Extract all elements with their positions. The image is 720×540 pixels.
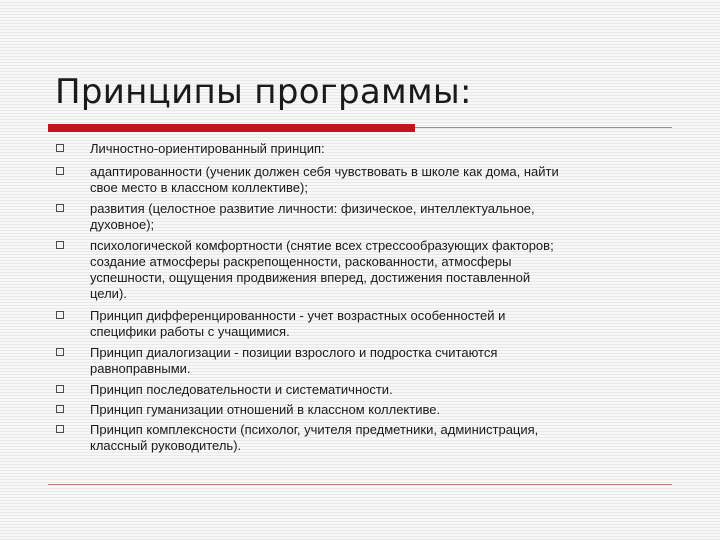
list-item-text: психологической комфортности (снятие всех стрессообразующих факторов; создание атмосферы раскрепощенности, раскованности, атмосферы успешности, ощущения продвижения вперед, достижения поставленной цели). <box>90 238 554 301</box>
square-bullet-icon <box>56 144 64 152</box>
square-bullet-icon <box>56 348 64 356</box>
square-bullet-icon <box>56 311 64 319</box>
square-bullet-icon <box>56 204 64 212</box>
list-item-text: Личностно-ориентированный принцип: <box>90 141 325 156</box>
list-item-text: Принцип диалогизации - позиции взрослого и подростка считаются равноправными. <box>90 345 498 376</box>
footer-divider-line <box>48 484 672 485</box>
square-bullet-icon <box>56 385 64 393</box>
square-bullet-icon <box>56 241 64 249</box>
square-bullet-icon <box>56 425 64 433</box>
list-item-text: Принцип комплексности (психолог, учителя предметники, администрация, классный руководитель). <box>90 422 539 453</box>
list-item-text: развития (целостное развитие личности: физическое, интеллектуальное, духовное); <box>90 201 535 232</box>
square-bullet-icon <box>56 405 64 413</box>
list-item-text: Принцип гуманизации отношений в классном коллективе. <box>90 402 441 417</box>
list-item-text: Принцип последовательности и систематичности. <box>90 382 393 397</box>
title-accent-bar <box>48 124 415 132</box>
list-item-text: адаптированности (ученик должен себя чувствовать в школе как дома, найти свое место в классном коллективе); <box>90 164 559 195</box>
list-item-text: Принцип дифференцированности - учет возрастных особенностей и специфики работы с учащимися. <box>90 308 506 339</box>
slide-title: Принципы программы: <box>55 72 472 112</box>
square-bullet-icon <box>56 167 64 175</box>
